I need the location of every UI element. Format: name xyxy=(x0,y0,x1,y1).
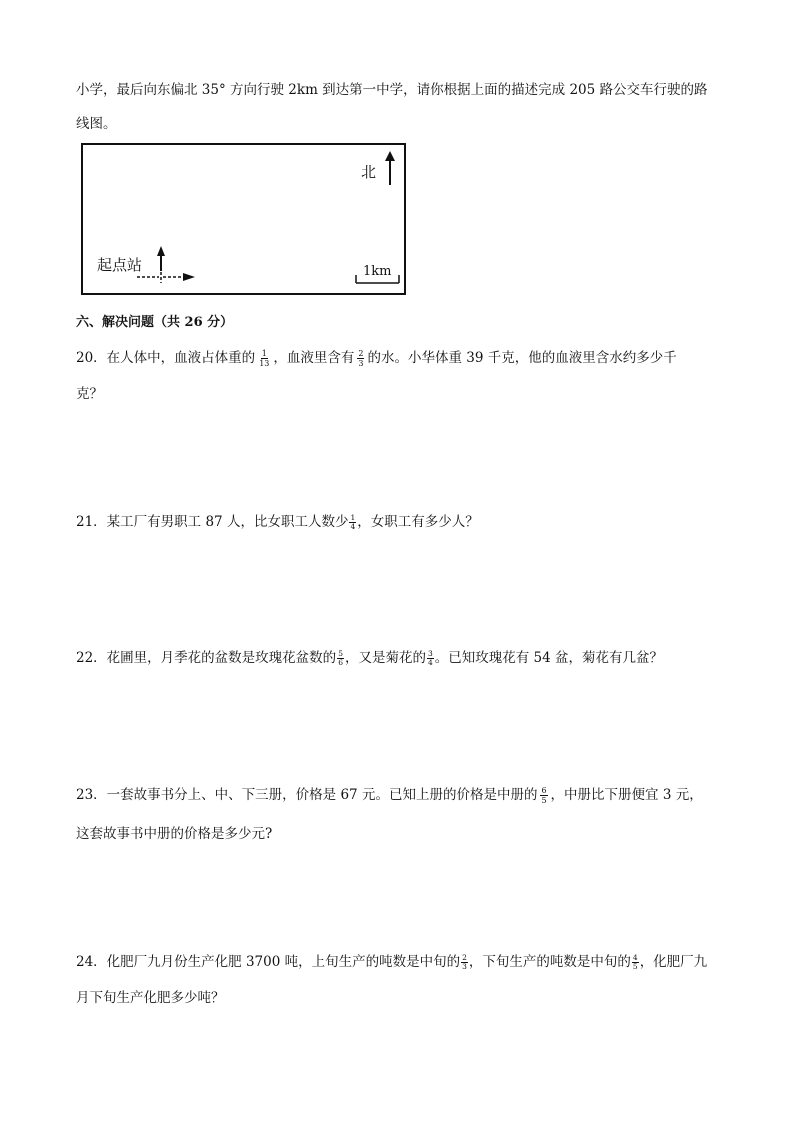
fraction-4-5: $\frac{4}{5}$ xyxy=(632,953,638,971)
fraction-2-3: $\frac{2}{3}$ xyxy=(358,349,364,368)
fraction-2-3: $\frac{2}{3}$ xyxy=(462,953,467,971)
question-23-line-1 xyxy=(76,785,703,805)
question-20-text-a: 20．在人体中，血液占体重的 xyxy=(76,350,256,366)
route-map xyxy=(81,143,406,295)
question-24-line-2: 月下旬生产化肥多少吨？ xyxy=(76,990,225,1006)
fraction-3-4: $\frac{3}{4}$ xyxy=(427,649,433,667)
fraction-1-4: $\frac{1}{4}$ xyxy=(350,513,356,531)
question-22-text-c: 。已知玫瑰花有 54 盆，菊花有几盆？ xyxy=(434,650,664,666)
question-24-line-1 xyxy=(76,952,707,972)
question-21 xyxy=(76,512,479,532)
intro-line-2: 线图。 xyxy=(76,116,117,132)
question-20-line-2: 克？ xyxy=(76,386,103,402)
question-22 xyxy=(76,648,663,668)
question-23-line-2: 这套故事书中册的价格是多少元? xyxy=(76,826,273,842)
question-21-text-b: ，女职工有多少人？ xyxy=(357,514,479,530)
question-23-text-b: ，中册比下册便宜 3 元， xyxy=(550,787,703,803)
intro-line-1: 小学，最后向东偏北 35° 方向行驶 2km 到达第一中学，请你根据上面的描述完成 205 路公交车行驶的路 xyxy=(76,82,708,98)
north-label: 北 xyxy=(361,163,377,181)
question-24-text-b: ，下旬生产的吨数是中旬的 xyxy=(468,954,631,970)
question-24-text-a: 24．化肥厂九月份生产化肥 3700 吨，上旬生产的吨数是中旬的 xyxy=(76,954,461,970)
start-station-label: 起点站 xyxy=(97,256,143,274)
question-21-text-a: 21．某工厂有男职工 87 人，比女职工人数少 xyxy=(76,514,349,530)
question-20-text-c: 的水。小华体重 39 千克，他的血液里含水约多少千 xyxy=(367,350,677,366)
question-20-text-b: ，血液里含有 xyxy=(273,350,355,366)
scale-label: 1km xyxy=(363,264,392,279)
fraction-5-6: $\frac{5}{6}$ xyxy=(338,649,343,667)
question-22-text-b: ，又是菊花的 xyxy=(344,650,426,666)
fraction-1-13: $\frac{1}{13}$ xyxy=(259,349,270,368)
question-20-line-1 xyxy=(76,348,677,368)
question-23-text-a: 23．一套故事书分上、中、下三册，价格是 67 元。已知上册的价格是中册的 xyxy=(76,787,538,803)
section-title: 六、解决问题（共 26 分） xyxy=(76,315,234,330)
fraction-6-5: $\frac{6}{5}$ xyxy=(541,786,547,805)
start-compass-icon xyxy=(135,245,197,285)
north-arrow-icon xyxy=(383,151,397,187)
scale-bar-icon xyxy=(355,273,401,285)
question-24-text-c: ，化肥厂九 xyxy=(639,954,708,970)
question-22-text-a: 22．花圃里，月季花的盆数是玫瑰花盆数的 xyxy=(76,650,337,666)
